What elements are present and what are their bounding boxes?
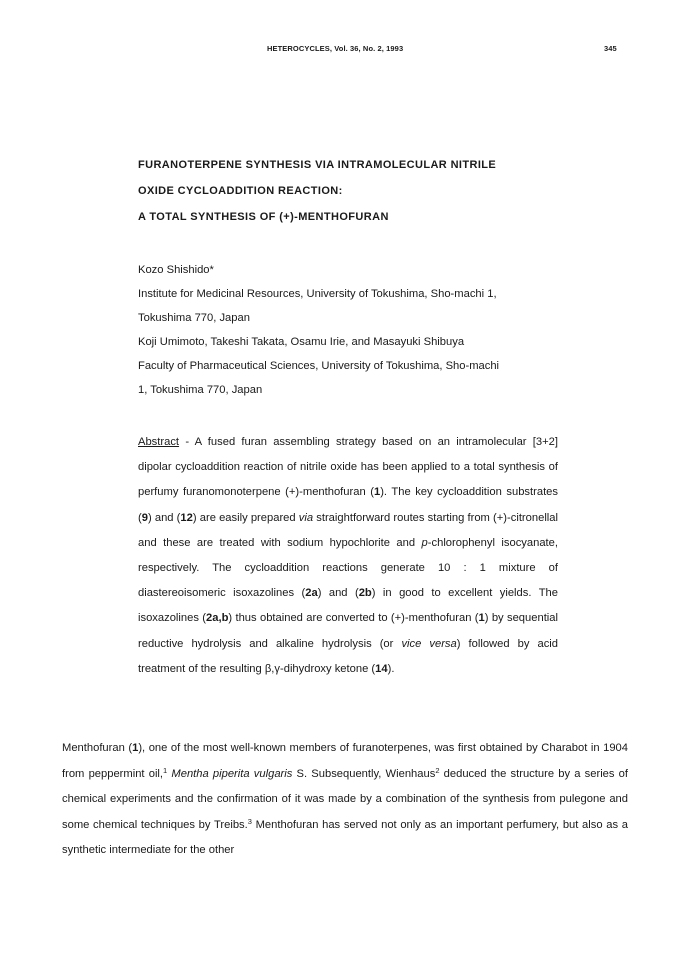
paper-title [138, 152, 598, 230]
abstract-text: -chlorophenyl isocyanate, respectively. The cycloaddition reactions generate 10 : 1 mixture of diastereoisomeric isoxazolines ( [138, 536, 558, 600]
title-line-1: FURANOTERPENE SYNTHESIS VIA INTRAMOLECULAR NITRILE [138, 159, 497, 171]
reference-marker: 1 [163, 765, 168, 775]
body-text: S. Subsequently, Wienhaus [292, 767, 436, 780]
abstract-italic: vice versa [401, 637, 457, 650]
title-line-2: OXIDE CYCLOADDITION REACTION: [138, 185, 343, 197]
page-number: 345 [604, 44, 617, 53]
body-text: ), one of the most well-known members of furanoterpenes, was first obtained by Charabot in 1904 from peppermint oil, [62, 742, 628, 780]
affiliation-1-line-2: Tokushima 770, Japan [138, 312, 250, 324]
abstract-text: ) in good to excellent yields. The isoxazolines ( [138, 587, 558, 625]
body-text: Menthofuran has served not only as an important perfumery, but also as a synthetic intermediate for the other [62, 818, 628, 857]
compound-ref: 1 [478, 612, 485, 625]
affiliation-1-line-1: Institute for Medicinal Resources, University of Tokushima, Sho-machi 1, [138, 288, 497, 300]
abstract-text: ) thus obtained are converted to (+)-menthofuran ( [228, 612, 479, 625]
compound-ref: 1 [132, 742, 139, 754]
body-paragraph [62, 736, 628, 864]
abstract-text: - A fused furan assembling strategy based on an intramolecular [3+2] dipolar cycloaddition reaction of nitrile oxide has been applied to a total synthesis of perfumy furanomonoterpene (+)-menthofuran ( [138, 436, 558, 499]
abstract-text: ) and ( [147, 511, 181, 524]
compound-ref: 9 [141, 511, 148, 524]
body-text: Menthofuran ( [62, 742, 133, 754]
abstract-text: ) and ( [317, 587, 359, 600]
abstract-text: straightforward routes starting from (+)-citronellal and these are treated with sodium hypochlorite and [138, 511, 558, 549]
author-block [138, 258, 598, 402]
title-line-3: A TOTAL SYNTHESIS OF (+)-MENTHOFURAN [138, 211, 389, 223]
abstract-italic: p [421, 536, 428, 549]
journal-citation: HETEROCYCLES, Vol. 36, No. 2, 1993 [267, 44, 404, 53]
compound-ref: 2b [358, 587, 372, 600]
compound-ref: 2a,b [206, 612, 229, 625]
compound-ref: 1 [373, 486, 381, 499]
reference-marker: 2 [435, 765, 440, 775]
abstract-label: Abstract [138, 436, 180, 448]
abstract-text: ) by sequential reductive hydrolysis and alkaline hydrolysis (or [138, 612, 558, 650]
species-name: Mentha piperita vulgaris [171, 767, 293, 780]
compound-ref: 2a [305, 587, 318, 600]
author-primary: Kozo Shishido* [138, 264, 214, 276]
reference-marker: 3 [247, 816, 252, 826]
abstract [138, 430, 558, 682]
affiliation-2-line-1: Faculty of Pharmaceutical Sciences, University of Tokushima, Sho-machi [138, 360, 500, 372]
abstract-text: ) followed by acid treatment of the resulting β,γ-dihydroxy ketone ( [138, 637, 559, 675]
abstract-italic: via [298, 511, 314, 524]
body-text: deduced the structure by a series of chemical experiments and the confirmation of it was made by a combination of the synthesis from pulegone and some chemical techniques by Treibs. [62, 767, 629, 831]
compound-ref: 12 [180, 511, 193, 524]
abstract-text: ) are easily prepared [192, 511, 299, 524]
abstract-text: ). [387, 662, 395, 675]
abstract-text: ). The key cycloaddition substrates ( [138, 486, 559, 524]
affiliation-2-line-2: 1, Tokushima 770, Japan [138, 384, 263, 396]
author-coauthors: Koji Umimoto, Takeshi Takata, Osamu Irie, and Masayuki Shibuya [138, 336, 465, 348]
compound-ref: 14 [375, 662, 388, 675]
